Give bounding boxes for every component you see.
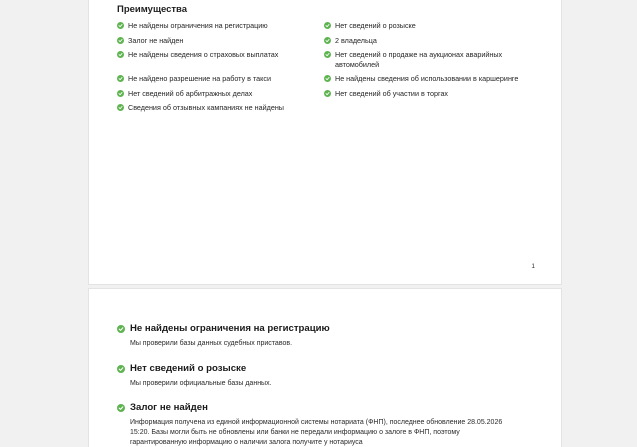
check-circle-icon [117, 325, 125, 333]
advantage-item [117, 74, 324, 84]
check-circle-icon [117, 104, 124, 111]
advantage-label: Сведения об отзывных кампаниях не найдены [128, 103, 284, 112]
detail-text: Мы проверили базы данных судебных приставов. [130, 340, 293, 347]
check-circle-icon [117, 51, 124, 58]
advantage-label: Не найдены сведения о страховых выплатах [128, 50, 279, 59]
detail-title: Нет сведений о розыске [130, 363, 247, 374]
detail-text: Информация получена из единой информационной системы нотариата (ФНП), последнее обновление 28.05.2026 15:20. Базы могли быть не обновлены или банки не передали информацию о залоге в ФНП, поэтому гарантированную информацию о наличии залога получите у нотариуса [130, 419, 503, 446]
advantage-item [117, 50, 324, 69]
check-circle-icon [117, 90, 124, 97]
advantage-label: 2 владельца [335, 35, 377, 45]
detail-section [117, 363, 517, 389]
advantage-item [117, 103, 324, 113]
advantage-item [324, 21, 537, 31]
detail-heading [117, 363, 517, 374]
detail-heading [117, 323, 517, 334]
advantage-label: Залог не найден [128, 35, 184, 45]
advantage-item [324, 89, 537, 99]
check-circle-icon [117, 404, 125, 412]
check-circle-icon [324, 90, 331, 97]
advantage-item [117, 36, 324, 46]
detail-heading [117, 402, 517, 413]
check-circle-icon [324, 75, 331, 82]
advantage-item [324, 74, 537, 84]
detail-text: Мы проверили официальные базы данных. [130, 380, 272, 387]
advantage-label: Нет сведений о продаже на аукционах аварийных автомобилей [335, 50, 503, 69]
advantage-label: Нет сведений об арбитражных делах [128, 88, 253, 98]
check-circle-icon [324, 51, 331, 58]
check-circle-icon [117, 37, 124, 44]
detail-title: Залог не найден [130, 402, 208, 413]
advantage-item [117, 89, 324, 99]
section-title: Преимущества [117, 4, 188, 15]
detail-section [117, 323, 517, 349]
document-page-2 [89, 289, 561, 447]
advantage-label: Нет сведений об участии в торгах [335, 88, 449, 98]
check-circle-icon [117, 365, 125, 373]
document-page-1 [89, 0, 561, 284]
detail-section [117, 402, 517, 447]
check-circle-icon [324, 22, 331, 29]
check-circle-icon [117, 75, 124, 82]
check-circle-icon [117, 22, 124, 29]
advantage-label: Нет сведений о розыске [335, 21, 416, 30]
advantage-item [117, 21, 324, 31]
advantage-item [324, 36, 537, 46]
advantage-label: Не найдено разрешение на работу в такси [128, 74, 272, 83]
advantage-label: Не найдены сведения об использовании в каршеринге [335, 74, 519, 83]
advantage-item [324, 50, 537, 69]
advantages-list [117, 21, 537, 113]
check-circle-icon [324, 37, 331, 44]
page-number: 1 [531, 263, 535, 270]
detail-title: Не найдены ограничения на регистрацию [130, 323, 330, 334]
advantage-label: Не найдены ограничения на регистрацию [128, 21, 268, 30]
